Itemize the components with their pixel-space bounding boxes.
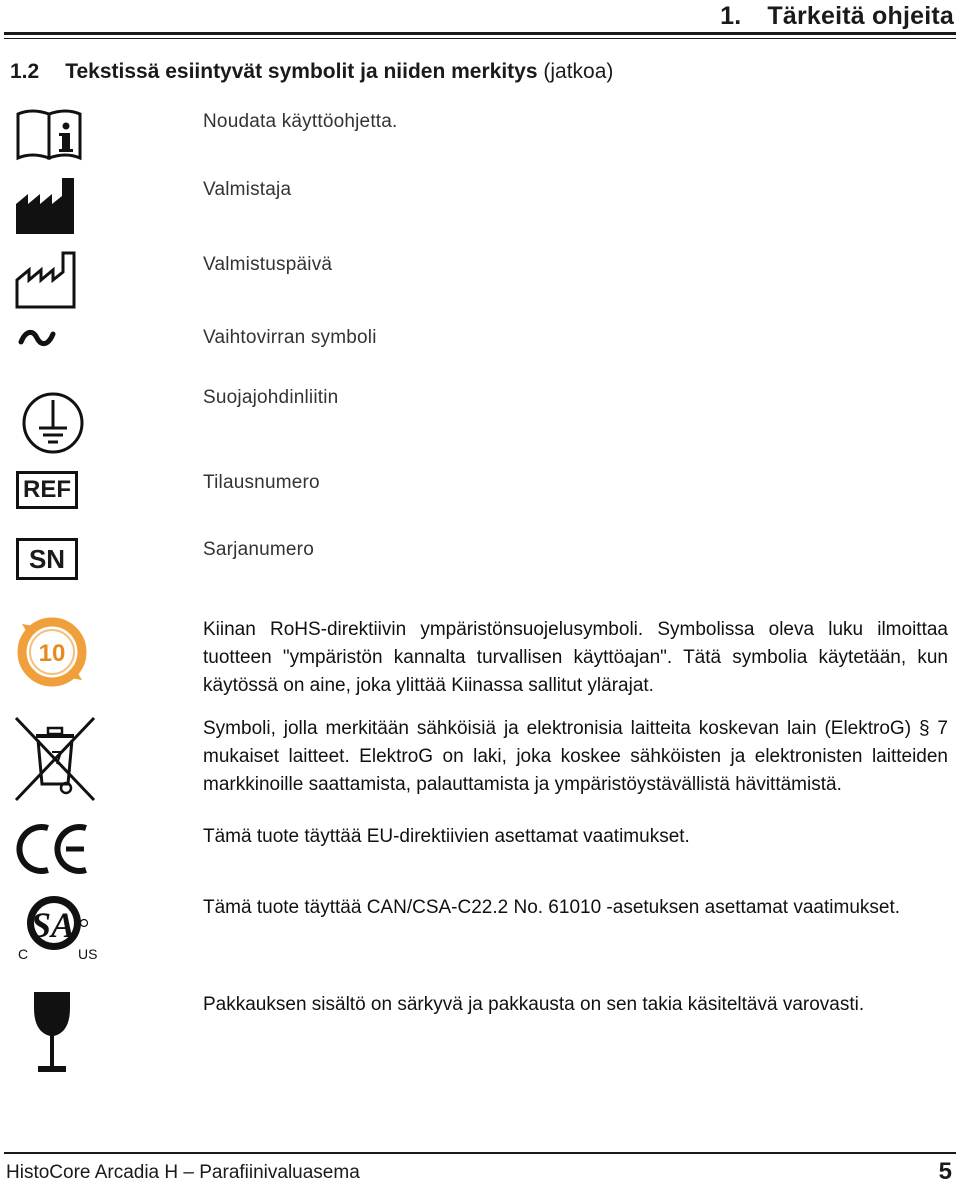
rohs-label: 10: [38, 640, 66, 667]
symbol-text-csa: Tämä tuote täyttää CAN/CSA-C22.2 No. 61010 -asetuksen asettamat vaatimukset.: [203, 897, 901, 918]
footer-product-name: HistoCore Arcadia H – Parafiinivaluasema: [6, 1162, 360, 1183]
symbol-text-fragile: Pakkauksen sisältö on särkyvä ja pakkausta on sen takia käsiteltävä varovasti.: [203, 994, 865, 1015]
symbol-text-manufacture-date: Valmistuspäivä: [203, 254, 333, 275]
fragile-glass-icon: [30, 990, 74, 1076]
chapter-title: Tärkeitä ohjeita: [767, 2, 954, 30]
manufacture-date-icon: [14, 250, 78, 310]
symbol-text-weee: Symboli, jolla merkitään sähköisiä ja elektronisia laitteita koskevan lain (ElektroG) § 7 mukaiset laitteet. ElektroG on laki, joka koskee sähköisten ja elektronisten laitteiden markkinoille saattamista, palauttamista ja ympäristöystävällistä hävittämistä.: [203, 718, 948, 795]
symbol-text-read-manual: Noudata käyttöohjetta.: [203, 111, 398, 132]
symbol-text-catalog-number: Tilausnumero: [203, 472, 320, 493]
ref-icon: [16, 471, 78, 509]
section-heading: [10, 60, 613, 84]
ce-mark-icon: [14, 822, 90, 876]
section-suffix: (jatkoa): [543, 60, 614, 83]
china-rohs-10-icon: [14, 614, 90, 690]
section-title: Tekstissä esiintyvät symbolit ja niiden merkitys: [65, 60, 538, 83]
chapter-heading: [720, 2, 954, 31]
alternating-current-icon: [18, 328, 56, 350]
symbol-text-protective-earth: Suojajohdinliitin: [203, 387, 339, 408]
manufacturer-factory-icon: [14, 176, 78, 236]
sn-icon-label: SN: [28, 543, 66, 574]
svg-text:SA: SA: [30, 905, 76, 945]
csa-c-label: C: [18, 946, 29, 962]
page-number: 5: [938, 1158, 952, 1185]
section-number: 1.2: [10, 60, 40, 83]
symbol-text-manufacturer: Valmistaja: [203, 179, 292, 200]
header-rule: [4, 32, 956, 35]
chapter-number: 1.: [720, 2, 742, 30]
symbol-text-china-rohs: Kiinan RoHS-direktiivin ympäristönsuojelusymboli. Symbolissa oleva luku ilmoittaa tuotteen "ympäristön kannalta turvallisen käyttöajan". Tätä symbolia käytetään, kun käytössä on aine, joka ylittää Kiinassa sallitut ylärajat.: [203, 619, 948, 696]
footer-rule: [4, 1152, 956, 1154]
symbol-text-ac: Vaihtovirran symboli: [203, 327, 377, 348]
protective-earth-icon: [20, 390, 86, 456]
header-rule-thin: [4, 38, 956, 39]
weee-crossed-bin-icon: [12, 714, 98, 804]
sn-icon: [16, 538, 78, 580]
symbol-text-ce: Tämä tuote täyttää EU-direktiivien asettamat vaatimukset.: [203, 826, 690, 847]
symbol-text-serial-number: Sarjanumero: [203, 539, 314, 560]
book-info-icon: [14, 106, 84, 162]
ref-icon-label: REF: [23, 476, 71, 503]
csa-us-label: US: [78, 946, 98, 962]
